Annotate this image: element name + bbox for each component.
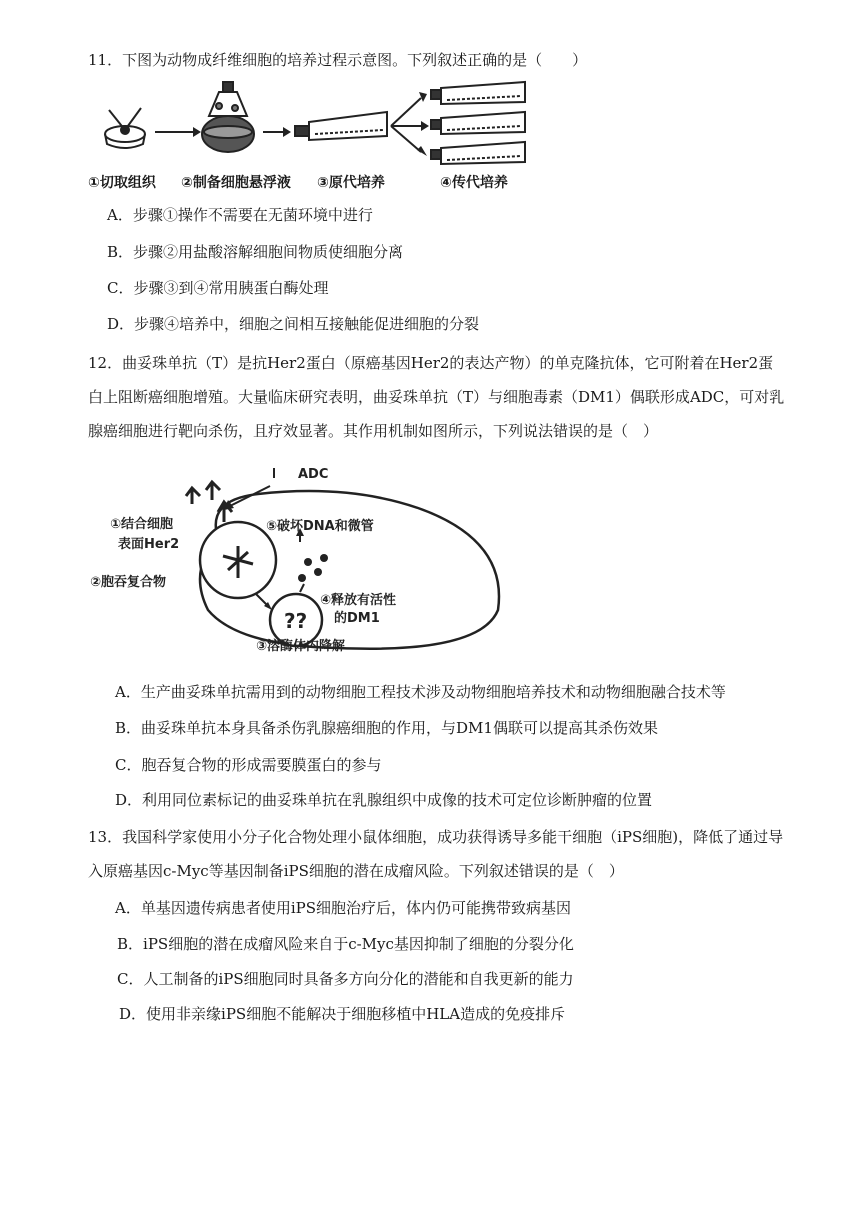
label-destroy-dna: ⑤破坏DNA和微管: [266, 519, 374, 534]
svg-text:??: ??: [284, 609, 308, 633]
q13-option-a: A．单基因遗传病患者使用iPS细胞治疗后，体内仍可能携带致病基因: [115, 899, 572, 917]
q11-stem: 11．下图为动物成纤维细胞的培养过程示意图。下列叙述正确的是（ ）: [88, 51, 588, 69]
q12-adc-diagram: [88, 460, 568, 656]
q12-option-d: D．利用同位素标记的曲妥珠单抗在乳腺组织中成像的技术可定位诊断肿瘤的位置: [115, 791, 653, 809]
dish-scissors-icon: [105, 108, 145, 148]
label-endocytosis: ②胞吞复合物: [90, 575, 167, 590]
antibody-icon: [186, 482, 232, 522]
step1-label: ①切取组织: [88, 175, 156, 191]
step2-label: ②制备细胞悬浮液: [181, 175, 291, 191]
q13-option-d: D．使用非亲缘iPS细胞不能解决于细胞移植中HLA造成的免疫排斥: [119, 1005, 566, 1023]
label-bind-her2-2: 表面Her2: [118, 537, 180, 552]
label-release-dm1-1: ④释放有活性: [320, 593, 397, 608]
label-lysosome: ③溶酶体内降解: [256, 639, 346, 654]
q11-option-a: A．步骤①操作不需要在无菌环境中进行: [107, 206, 373, 224]
culture-bottle-icon: [295, 112, 387, 140]
passage-bottles-icon: [431, 82, 525, 164]
label-bind-her2-1: ①结合细胞: [110, 517, 174, 532]
q13-stem: 13．我国科学家使用小分子化合物处理小鼠体细胞，成功获得诱导多能干细胞（iPS细胞)，降低了通过导入原癌基因c-Myc等基因制备iPS细胞的潜在成瘤风险。下列叙述错误的是（ ）: [88, 828, 784, 880]
q13-option-c: C．人工制备的iPS细胞同时具备多方向分化的潜能和自我更新的能力: [117, 970, 574, 988]
q11-option-c: C．步骤③到④常用胰蛋白酶处理: [107, 279, 329, 297]
q11-option-b: B．步骤②用盐酸溶解细胞间物质使细胞分离: [107, 243, 404, 261]
step4-label: ④传代培养: [440, 175, 508, 191]
label-release-dm1-2: 的DM1: [334, 611, 380, 626]
q12-option-c: C．胞吞复合物的形成需要膜蛋白的参与: [115, 756, 382, 774]
step3-label: ③原代培养: [317, 175, 385, 191]
q12-option-a: A．生产曲妥珠单抗需用到的动物细胞工程技术涉及动物细胞培养技术和动物细胞融合技术等: [115, 683, 726, 701]
flask-icon: [202, 82, 254, 152]
q11-culture-diagram: [95, 76, 535, 172]
adc-label: ADC: [298, 467, 329, 482]
q13-option-b: B．iPS细胞的潜在成瘤风险来自于c-Myc基因抑制了细胞的分裂分化: [117, 935, 574, 953]
q11-option-d: D．步骤④培养中，细胞之间相互接触能促进细胞的分裂: [107, 315, 480, 333]
q12-option-b: B．曲妥珠单抗本身具备杀伤乳腺癌细胞的作用，与DM1偶联可以提高其杀伤效果: [115, 719, 658, 737]
q12-stem: 12．曲妥珠单抗（T）是抗Her2蛋白（原癌基因Her2的表达产物）的单克隆抗体，它可附着在Her2蛋白上阻断癌细胞增殖。大量临床研究表明，曲妥珠单抗（T）与细胞毒素（DM1）偶联形成ADC，可对乳腺癌细胞进行靶向杀伤，且疗效显著。其作用机制如图所示，下列说法错误的是（ ）: [88, 354, 785, 440]
